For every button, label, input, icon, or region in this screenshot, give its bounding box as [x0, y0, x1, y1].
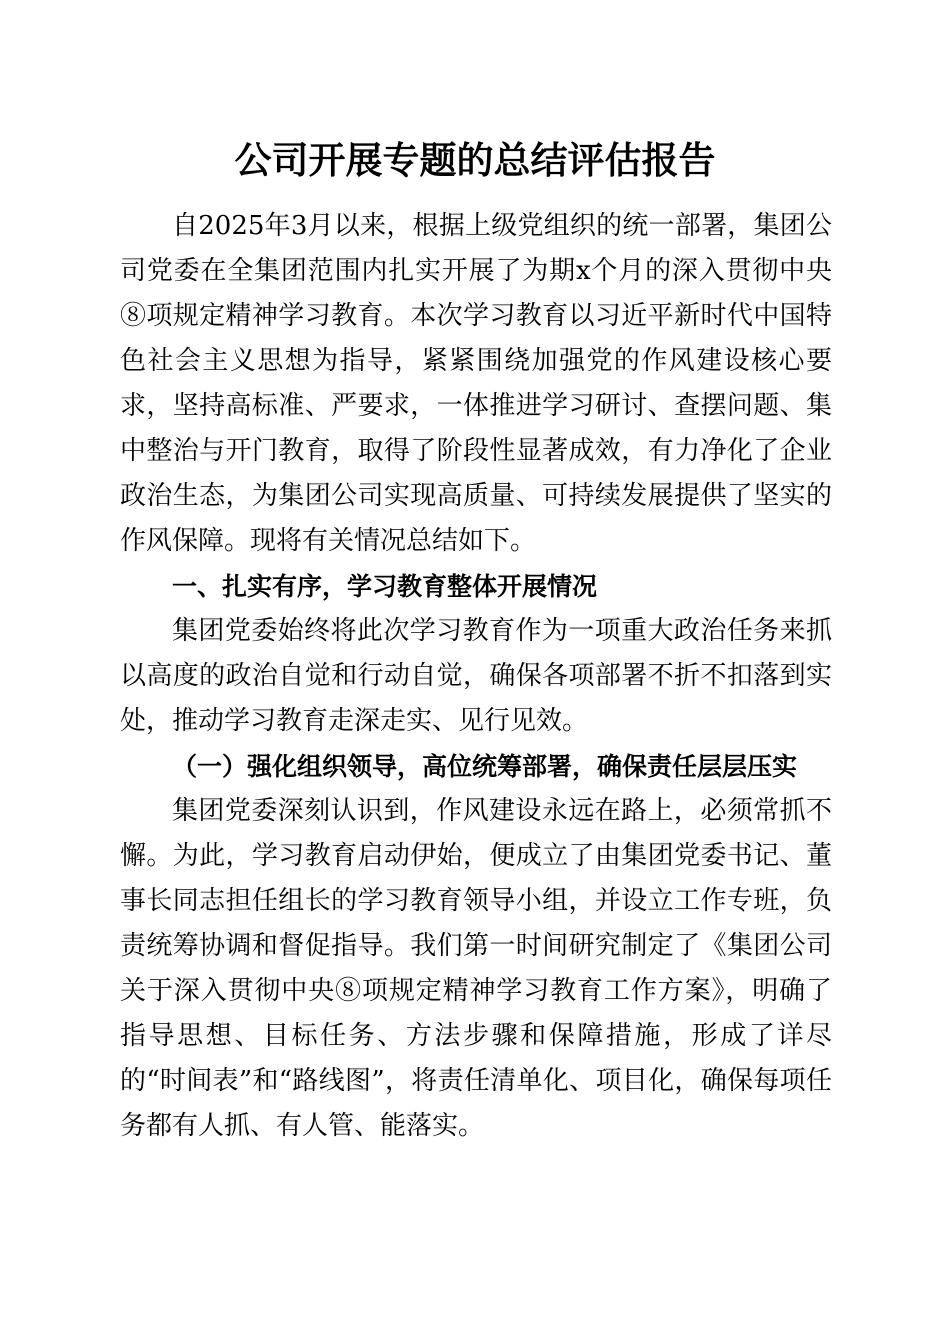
subsection-1-paragraph: 集团党委深刻认识到，作风建设永远在路上，必须常抓不懈。为此，学习教育启动伊始，便成立了由集团党委书记、董事长同志担任组长的学习教育领导小组，并设立工作专班，负责统筹协调和督促指导。我们第一时间研究制定了《集团公司关于深入贯彻中央⑧项规定精神学习教育工作方案》，明确了指导思想、目标任务、方法步骤和保障措施，形成了详尽的“时间表”和“路线图”，将责任清单化、项目化，确保每项任务都有人抓、有人管、能落实。: [120, 796, 832, 1141]
intro-paragraph: 自2025年3月以来，根据上级党组织的统一部署，集团公司党委在全集团范围内扎实开展了为期x个月的深入贯彻中央⑧项规定精神学习教育。本次学习教育以习近平新时代中国特色社会主义思想为指导，紧紧围绕加强党的作风建设核心要求，坚持高标准、严要求，一体推进学习研讨、查摆问题、集中整治与开门教育，取得了阶段性显著成效，有力净化了企业政治生态，为集团公司实现高质量、可持续发展提供了坚实的作风保障。现将有关情况总结如下。: [120, 211, 832, 556]
document-title: 公司开展专题的总结评估报告: [234, 138, 716, 182]
section-1-paragraph: 集团党委始终将此次学习教育作为一项重大政治任务来抓以高度的政治自觉和行动自觉，确保各项部署不折不扣落到实处，推动学习教育走深走实、见行见效。: [120, 616, 832, 736]
section-heading-1: 一、扎实有序，学习教育整体开展情况: [172, 572, 598, 601]
subsection-heading-1: （一）强化组织领导，高位统筹部署，确保责任层层压实: [172, 752, 798, 781]
document-body: [120, 204, 832, 1149]
